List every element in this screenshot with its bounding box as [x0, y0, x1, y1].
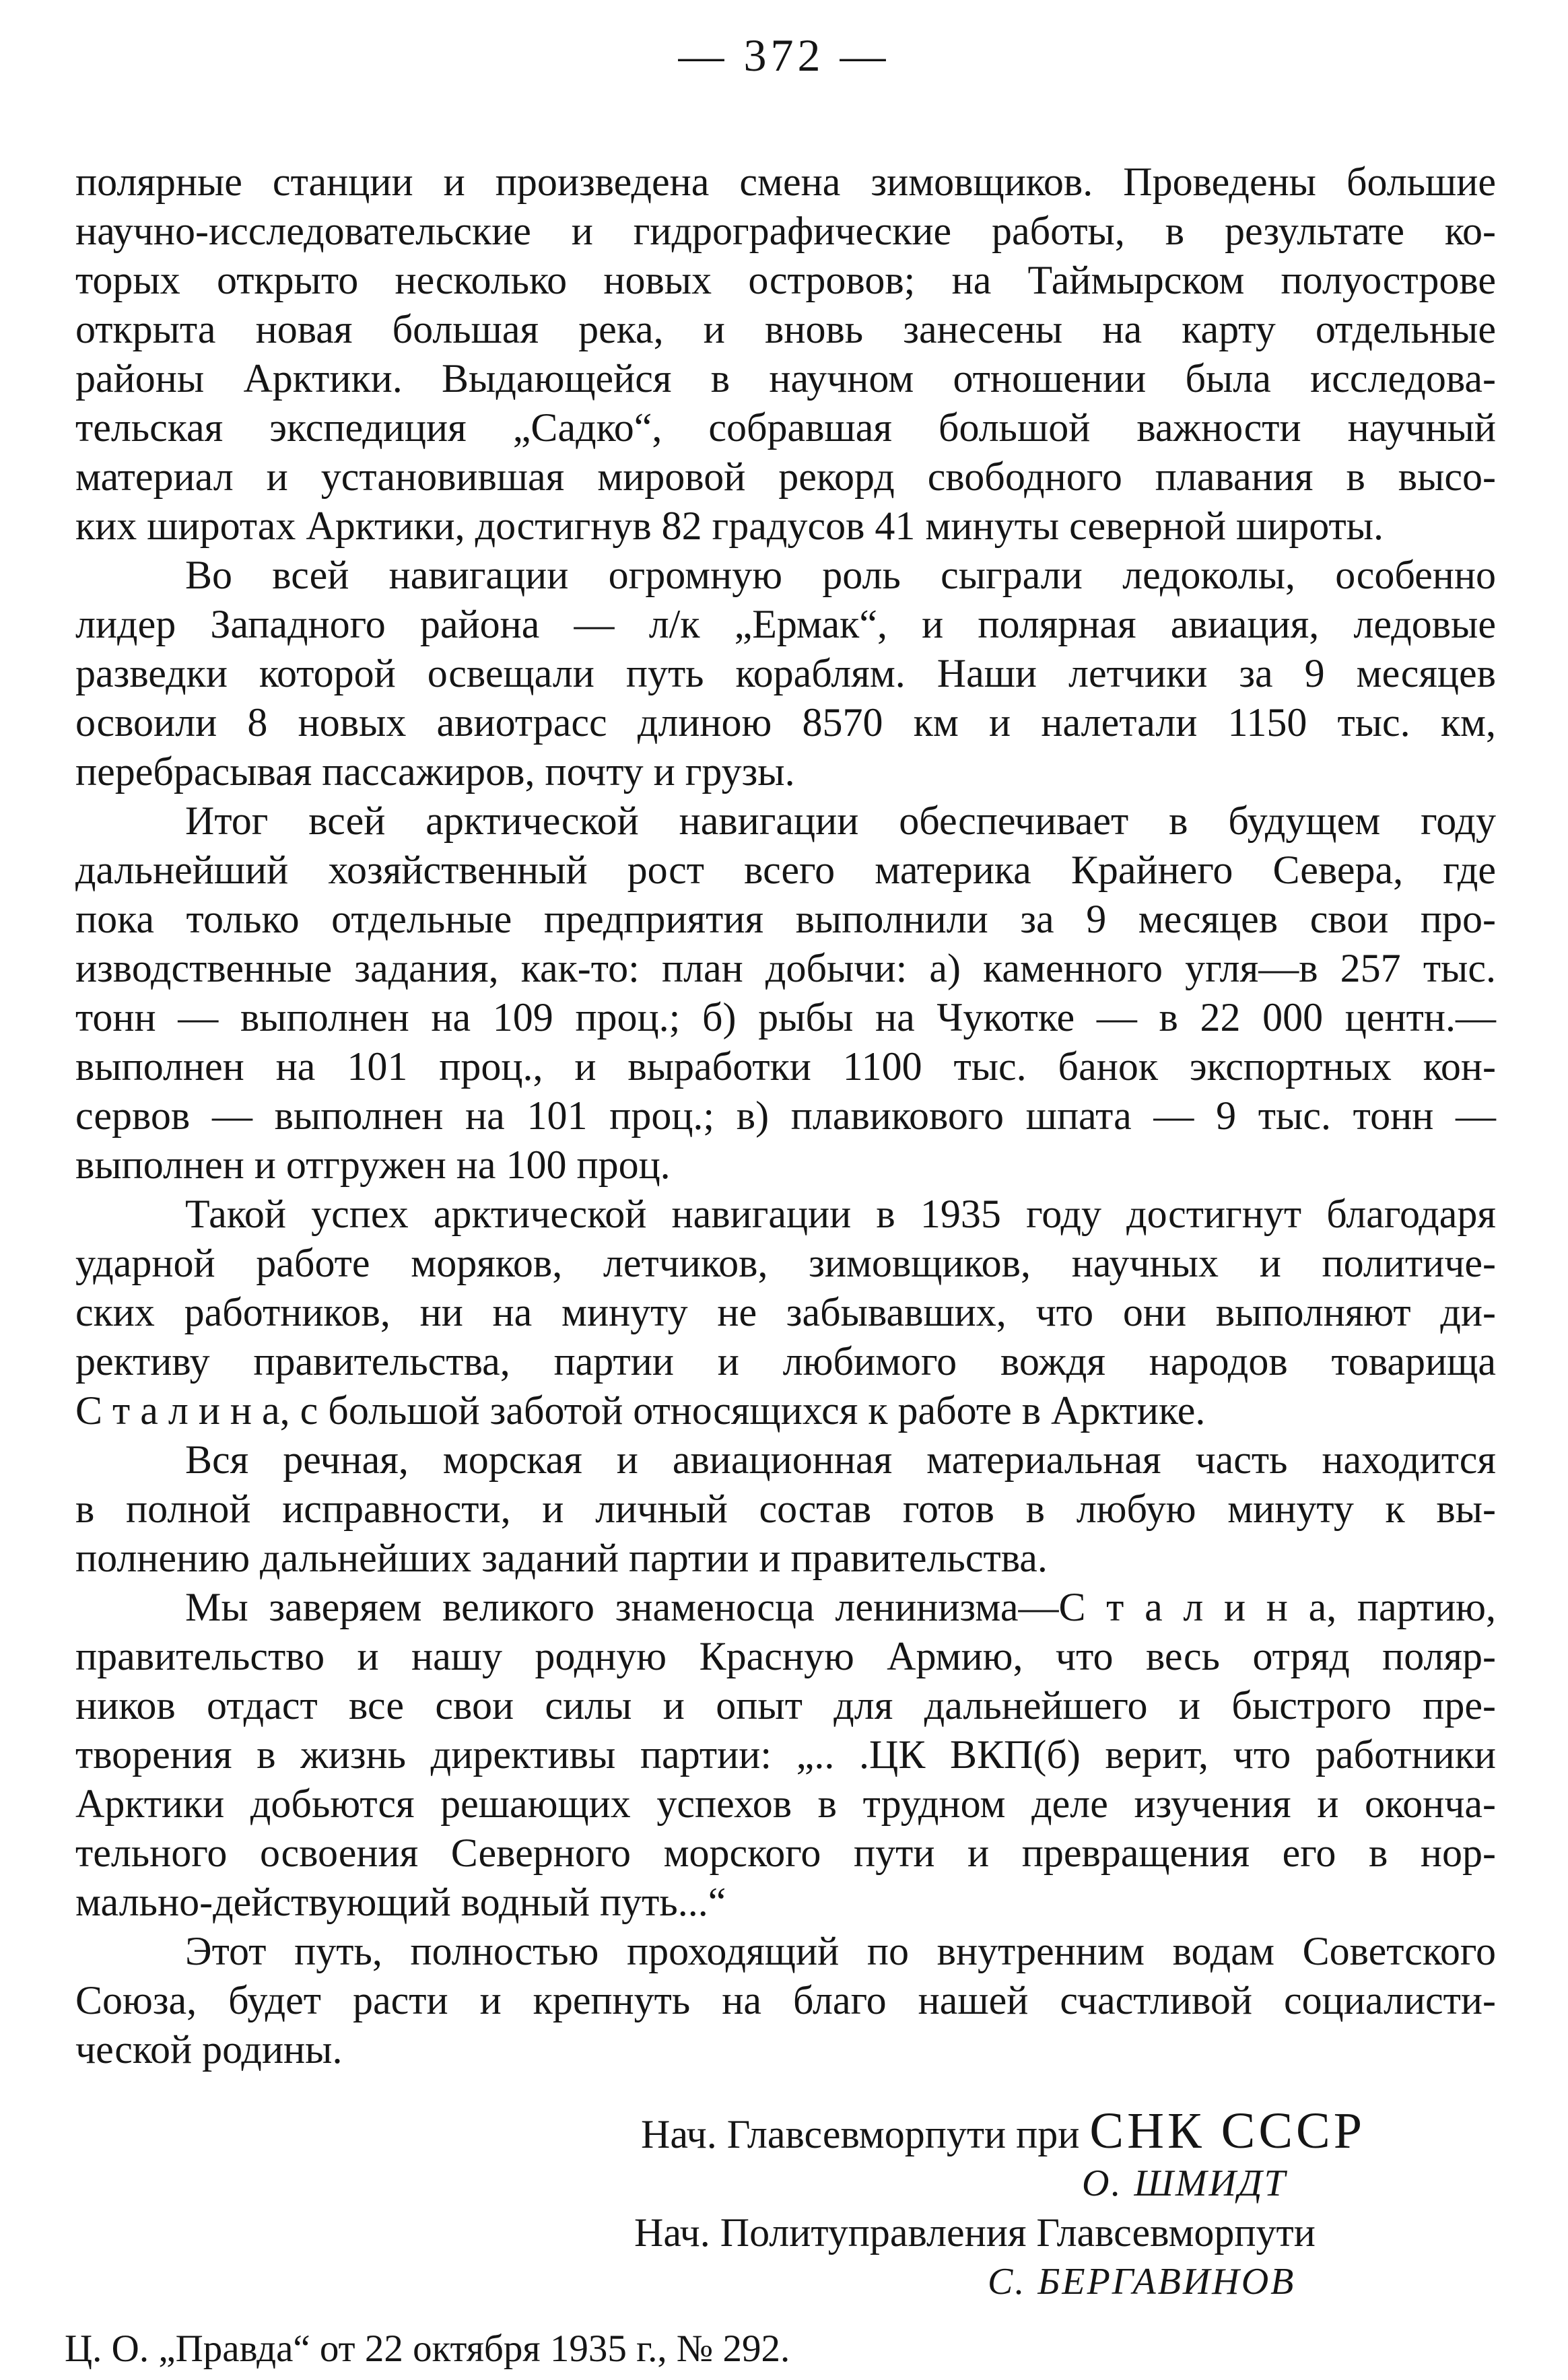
page-number: — 372 — [678, 30, 890, 81]
text-line: дальнейший хозяйственный рост всего материка Крайнего Севера, где [75, 848, 1496, 892]
text-line: ников отдаст все свои силы и опыт для дальнейшего и быстрого пре- [75, 1683, 1496, 1728]
text-line: Арктики добьются решающих успехов в трудном деле изучения и оконча- [75, 1781, 1496, 1826]
text-line: научно-исследовательские и гидрографические работы, в результате ко- [75, 209, 1496, 253]
text-line: разведки которой освещали путь кораблям. Наши летчики за 9 месяцев [75, 651, 1496, 695]
text-line: полнению дальнейших заданий партии и правительства. [75, 1536, 1048, 1580]
signature-org-snk-sssr: СНК СССР [1089, 2103, 1365, 2159]
text-line: открыта новая большая река, и вновь занесены на карту отдельные [75, 307, 1496, 351]
document-text [75, 158, 1496, 2074]
signature-block [75, 2103, 1496, 2307]
text-line: лидер Западного района — л/к „Ермак“, и полярная авиация, ледовые [75, 602, 1496, 646]
text-line: С т а л и н а, с большой заботой относящихся к работе в Арктике. [75, 1388, 1206, 1433]
text-line: сервов — выполнен на 101 проц.; в) плавикового шпата — 9 тыс. тонн — [75, 1093, 1496, 1138]
signature-name-shmidt: О. ШМИДТ [1082, 2163, 1287, 2204]
signature-title-glavsevmorput [641, 2103, 1496, 2159]
paragraph [75, 1435, 1496, 1583]
text-line: ударной работе моряков, летчиков, зимовщиков, научных и политиче- [75, 1241, 1496, 1285]
text-line: правительство и нашу родную Красную Армию, что весь отряд поляр- [75, 1634, 1496, 1678]
text-line: торых открыто несколько новых островов; на Таймырском полуострове [75, 258, 1496, 302]
text-line: материал и установившая мировой рекорд свободного плавания в высо- [75, 454, 1496, 499]
text-line: изводственные задания, как-то: план добычи: а) каменного угля—в 257 тыс. [75, 946, 1496, 990]
text-line: пока только отдельные предприятия выполнили за 9 месяцев свои про- [75, 897, 1496, 941]
text-line: ских работников, ни на минуту не забывавших, что они выполняют ди- [75, 1290, 1496, 1334]
signature-title-politupravlenie: Нач. Политуправления Главсевморпути [634, 2210, 1316, 2255]
source-citation: Ц. О. „Правда“ от 22 октября 1935 г., № 292. [65, 2327, 790, 2370]
text-line: Итог всей арктической навигации обеспечивает в будущем году [185, 798, 1496, 843]
paragraph [75, 1927, 1496, 2074]
text-line: Во всей навигации огромную роль сыграли ледоколы, особенно [185, 553, 1496, 597]
text-line: выполнен на 101 проц., и выработки 1100 тыс. банок экспортных кон- [75, 1044, 1496, 1089]
paragraph [75, 796, 1496, 1190]
paragraph [75, 551, 1496, 796]
text-line: Мы заверяем великого знаменосца ленинизма—С т а л и н а, партию, [185, 1585, 1496, 1629]
text-line: Вся речная, морская и авиационная материальная часть находится [185, 1437, 1496, 1482]
text-line: освоили 8 новых авиотрасс длиною 8570 км и налетали 1150 тыс. км, [75, 700, 1496, 745]
text-line: тельская экспедиция „Садко“, собравшая большой важности научный [75, 405, 1496, 450]
paragraph [75, 1583, 1496, 1927]
signature-name-bergavinov: С. БЕРГАВИНОВ [988, 2261, 1296, 2303]
paragraph [75, 158, 1496, 551]
text-line: творения в жизнь директивы партии: „.. .ЦК ВКП(б) верит, что работники [75, 1732, 1496, 1777]
text-line: Этот путь, полностью проходящий по внутренним водам Советского [185, 1929, 1496, 1973]
text-line: полярные станции и произведена смена зимовщиков. Проведены большие [75, 160, 1496, 204]
text-line: мально-действующий водный путь...“ [75, 1880, 726, 1924]
text-line: выполнен и отгружен на 100 проц. [75, 1143, 671, 1187]
text-line: тонн — выполнен на 109 проц.; б) рыбы на Чукотке — в 22 000 центн.— [75, 995, 1496, 1040]
text-line: Союза, будет расти и крепнуть на благо нашей счастливой социалисти- [75, 1978, 1496, 2022]
text-line: тельного освоения Северного морского пути и превращения его в нор- [75, 1831, 1496, 1875]
signature-title-text: Нач. Главсевморпути при [641, 2112, 1090, 2156]
text-line: в полной исправности, и личный состав готов в любую минуту к вы- [75, 1487, 1496, 1531]
text-line: районы Арктики. Выдающейся в научном отношении была исследова- [75, 356, 1496, 401]
text-line: ческой родины. [75, 2027, 343, 2072]
text-line: перебрасывая пассажиров, почту и грузы. [75, 749, 795, 794]
text-line: рективу правительства, партии и любимого вождя народов товарища [75, 1339, 1496, 1384]
text-line: Такой успех арктической навигации в 1935 году достигнут благодаря [185, 1192, 1496, 1236]
text-line: ких широтах Арктики, достигнув 82 градусов 41 минуты северной широты. [75, 504, 1384, 548]
paragraph [75, 1190, 1496, 1435]
